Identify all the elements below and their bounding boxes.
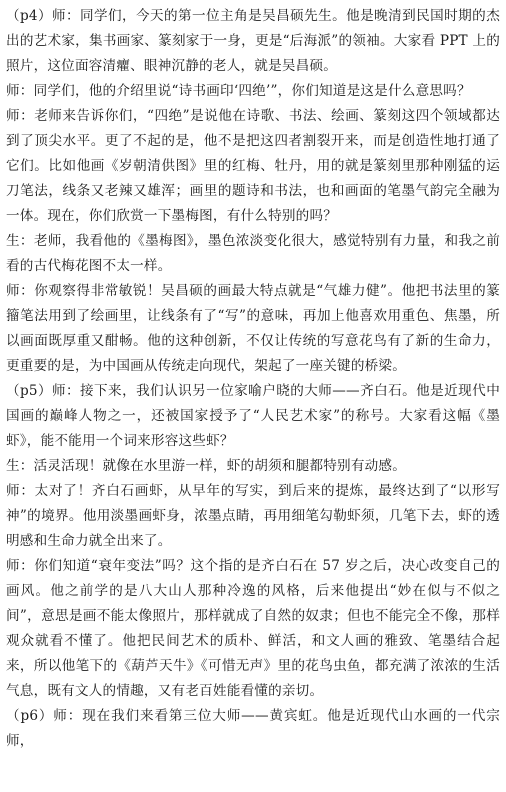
paragraph-student-shrimp: 生：活灵活现！就像在水里游一样，虾的胡须和腿都特别有动感。 xyxy=(6,458,407,474)
paragraph-question-four-perfections: 师：同学们，他的介绍里说“诗书画印‘四绝’”，你们知道是这是什么意思吗？ xyxy=(6,83,471,99)
paragraph-teacher-shrimp: 师：太对了！齐白石画虾，从早年的写实，到后来的提炼，最终达到了“以形写神”的境界。他用淡墨画虾身，浓墨点睛，再用细笔勾勒虾须，几笔下去，虾的透明感和生命力就全出来了。 xyxy=(6,483,500,549)
paragraph-p4-intro: （p4）师：同学们，今天的第一位主角是吴昌硕先生。他是晚清到民国时期的杰出的艺术家，集书画家、篆刻家于一身，更是“后海派”的领袖。大家看 PPT 上的照片，这位面容清癯、眼神沉静的老人，就是吴昌硕。 xyxy=(6,8,500,74)
paragraph-four-perfections-explained: 师：老师来告诉你们，“四绝”是说他在诗歌、书法、绘画、篆刻这四个领域都达到了顶尖水平。更了不起的是，他不是把这四者割裂开来，而是创造性地打通了它们。比如他画《岁朝清供图》里的红梅、牡丹，用的就是篆刻里那种刚猛的运刀笔法，线条又老辣又雄浑；画里的题诗和书法，也和画面的笔墨气韵完全融为一体。现在，你们欣赏一下墨梅图，有什么特别的吗？ xyxy=(6,108,500,224)
paragraph-p5-qi-baishi: （p5）师：接下来，我们认识另一位家喻户晓的大师——齐白石。他是近现代中国画的巅峰人物之一，还被国家授予了“人民艺术家”的称号。大家看这幅《墨虾》，能不能用一个词来形容这些虾？ xyxy=(6,383,500,449)
paragraph-p6-huang-binhong: （p6）师：现在我们来看第三位大师——黄宾虹。他是近现代山水画的一代宗师， xyxy=(6,708,500,749)
paragraph-late-style-change: 师：你们知道“衰年变法”吗？这个指的是齐白石在 57 岁之后，决心改变自己的画风。他之前学的是八大山人那种冷逸的风格，后来他提出“妙在似与不似之间”，意思是画不能太像照片，那样就成了自然的奴隶；但也不能完全不像，那样观众就看不懂了。他把民间艺术的质朴、鲜活，和文人画的雅致、笔墨结合起来，所以他笔下的《葫芦天牛》《可惜无声》里的花鸟虫鱼，都充满了浓浓的生活气息，既有文人的情趣，又有老百姓能看懂的亲切。 xyxy=(6,558,500,699)
paragraph-student-ink-plum: 生：老师，我看他的《墨梅图》，墨色浓淡变化很大，感觉特别有力量，和我之前看的古代梅花图不太一样。 xyxy=(6,233,500,274)
paragraph-teacher-qi-xiong: 师：你观察得非常敏锐！吴昌硕的画最大特点就是“气雄力健”。他把书法里的篆籀笔法用到了绘画里，让线条有了“写”的意味，再加上他喜欢用重色、焦墨，所以画面既厚重又酣畅。他的这种创新，不仅让传统的写意花鸟有了新的生命力，更重要的是，为中国画从传统走向现代，架起了一座关键的桥梁。 xyxy=(6,283,500,374)
